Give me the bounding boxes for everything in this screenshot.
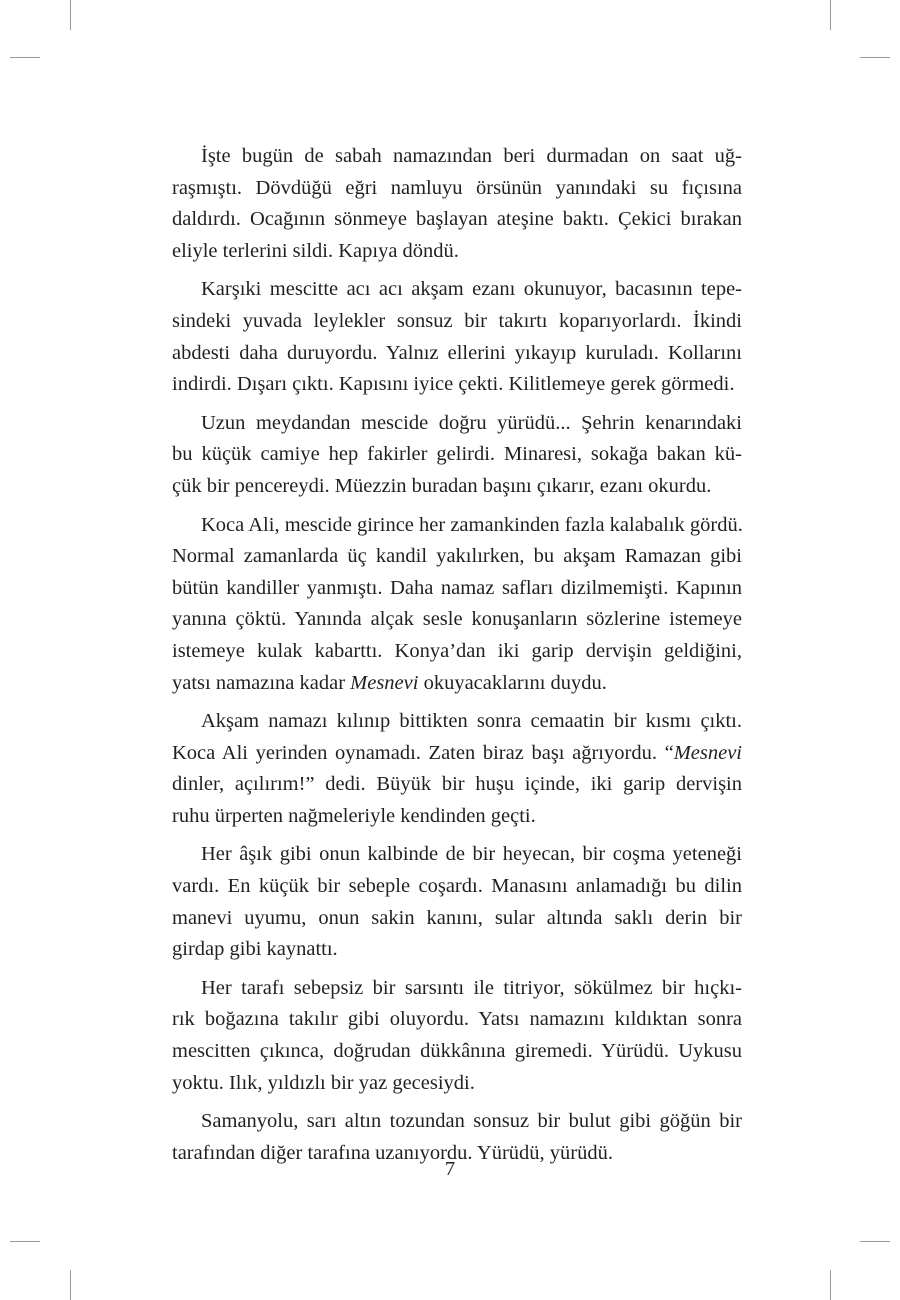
text-line: eliyle terlerini sildi. Kapıya döndü. bbox=[172, 239, 459, 262]
paragraph bbox=[172, 839, 742, 965]
crop-mark-right-bottom bbox=[860, 1241, 890, 1242]
book-title: Mesnevi bbox=[350, 671, 419, 694]
text-line: İşte bugün de sabah namazından beri durmadan on saat uğ- bbox=[201, 145, 742, 167]
text-line: bütün kandiller yanmıştı. Daha namaz safları dizilmemişti. Kapının bbox=[172, 576, 742, 599]
text-line: vardı. En küçük bir sebeple coşardı. Manasını anlamadığı bu dilin bbox=[172, 875, 742, 898]
paragraph bbox=[172, 141, 742, 267]
crop-mark-top-right bbox=[830, 0, 831, 30]
text-line: çük bir pencereydi. Müezzin buradan başını çıkarır, ezanı okurdu. bbox=[172, 474, 712, 497]
text-line: rık boğazına takılır gibi oluyordu. Yatsı namazını kıldıktan sonra bbox=[172, 1008, 742, 1031]
book-title: Mesnevi bbox=[673, 741, 742, 764]
crop-mark-bottom-left bbox=[70, 1270, 71, 1300]
text-line: yanına çöktü. Yanında alçak sesle konuşanların sözlerine istemeye bbox=[172, 608, 742, 631]
text-line: daldırdı. Ocağının sönmeye başlayan ateşine baktı. Çekici bırakan bbox=[172, 208, 742, 231]
text-line: Akşam namazı kılınıp bittikten sonra cemaatin bir kısmı çıktı. bbox=[201, 710, 742, 733]
text-line: yatsı namazına kadar Mesnevi okuyacaklarını duydu. bbox=[172, 671, 607, 694]
body-text bbox=[172, 141, 742, 1176]
text-line: sindeki yuvada leylekler sonsuz bir takırtı koparıyorlardı. İkindi bbox=[172, 309, 742, 332]
crop-mark-top-left bbox=[70, 0, 71, 30]
paragraph bbox=[172, 973, 742, 1099]
text-line: istemeye kulak kabarttı. Konya’dan iki garip dervişin geldiğini, bbox=[172, 639, 742, 662]
text-line: girdap gibi kaynattı. bbox=[172, 938, 338, 961]
text-line: Her tarafı sebepsiz bir sarsıntı ile titriyor, sökülmez bir hıçkı- bbox=[201, 976, 742, 999]
paragraph bbox=[172, 706, 742, 832]
crop-mark-bottom-right bbox=[830, 1270, 831, 1300]
text-line: mescitten çıkınca, doğrudan dükkânına giremedi. Yürüdü. Uykusu bbox=[172, 1040, 742, 1063]
paragraph bbox=[172, 510, 742, 700]
text-line: manevi uyumu, onun sakin kanını, sular altında saklı derin bir bbox=[172, 906, 742, 929]
text-line: Samanyolu, sarı altın tozundan sonsuz bir bulut gibi göğün bir bbox=[201, 1110, 742, 1133]
text-line: Koca Ali, mescide girince her zamankinden fazla kalabalık gördü. bbox=[201, 513, 743, 536]
text-line: abdesti daha duruyordu. Yalnız ellerini yıkayıp kuruladı. Kollarını bbox=[172, 341, 742, 364]
text-line: dinler, açılırım!” dedi. Büyük bir huşu içinde, iki garip dervişin bbox=[172, 773, 742, 796]
paragraph bbox=[172, 408, 742, 503]
text-line: tarafından diğer tarafına uzanıyordu. Yürüdü, yürüdü. bbox=[172, 1141, 613, 1164]
text-line: indirdi. Dışarı çıktı. Kapısını iyice çekti. Kilitlemeye gerek görmedi. bbox=[172, 373, 735, 396]
crop-mark-left-top bbox=[10, 57, 40, 58]
text-line: ruhu ürperten nağmeleriyle kendinden geçti. bbox=[172, 804, 536, 827]
page-number: 7 bbox=[444, 1158, 456, 1180]
text-line: Koca Ali yerinden oynamadı. Zaten biraz başı ağrıyordu. “Mesnevi bbox=[172, 741, 742, 764]
text-line: Her âşık gibi onun kalbinde de bir heyecan, bir coşma yeteneği bbox=[201, 843, 742, 866]
crop-mark-left-bottom bbox=[10, 1241, 40, 1242]
paragraph bbox=[172, 274, 742, 400]
text-line: yoktu. Ilık, yıldızlı bir yaz gecesiydi. bbox=[172, 1071, 475, 1094]
text-line: Normal zamanlarda üç kandil yakılırken, bu akşam Ramazan gibi bbox=[172, 545, 742, 568]
crop-mark-right-top bbox=[860, 57, 890, 58]
text-line: Karşıki mescitte acı acı akşam ezanı okunuyor, bacasının tepe- bbox=[201, 278, 742, 301]
text-line: raşmıştı. Dövdüğü eğri namluyu örsünün yanındaki su fıçısına bbox=[172, 176, 742, 199]
text-line: Uzun meydandan mescide doğru yürüdü... Şehrin kenarındaki bbox=[201, 411, 742, 434]
text-line: bu küçük camiye hep fakirler gelirdi. Minaresi, sokağa bakan kü- bbox=[172, 443, 742, 466]
